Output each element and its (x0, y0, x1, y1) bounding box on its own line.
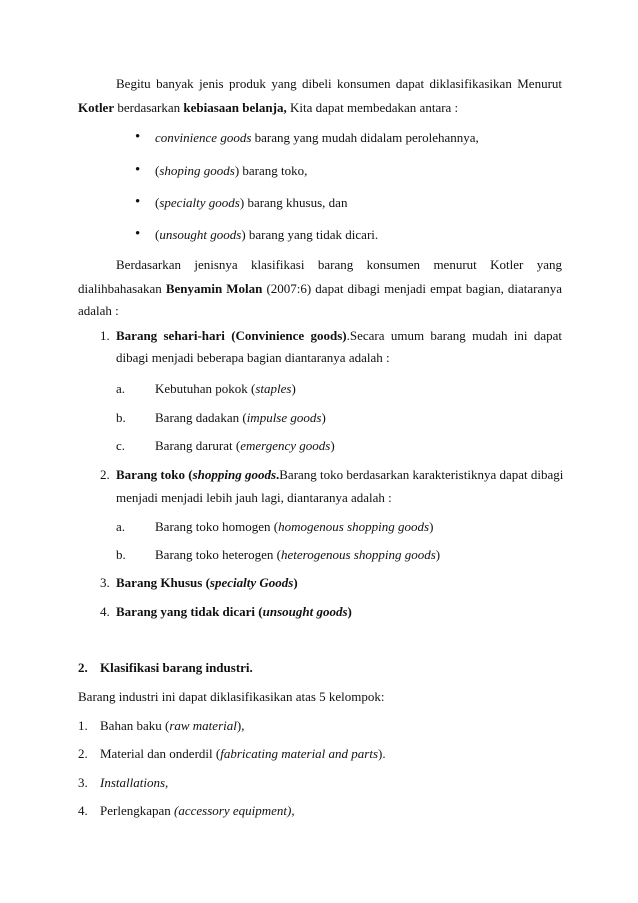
paragraph2-line2: dialihbahasakan Benyamin Molan (2007:6) dapat dibagi menjadi empat bagian, diataranya (78, 281, 563, 296)
sub-item: Kebutuhan pokok (staples) (155, 381, 296, 396)
list-number: 2. (100, 467, 110, 482)
list-number: 3. (100, 575, 110, 590)
list-item-title: Barang sehari-hari (Convinience goods).Secara umum barang mudah ini dapat (116, 328, 562, 343)
sub-item: Barang darurat (emergency goods) (155, 438, 335, 453)
list-item-title: Barang toko (shopping goods.Barang toko berdasarkan karakteristiknya dapat dibagi (116, 467, 564, 482)
bullet-item: (shoping goods) barang toko, (155, 163, 308, 178)
paragraph2-line3: adalah : (78, 303, 119, 318)
sub-letter: c. (116, 438, 126, 453)
list-number: 4. (100, 604, 110, 619)
bullet-dot: • (135, 129, 141, 145)
paragraph1-line1: Begitu banyak jenis produk yang dibeli konsumen dapat diklasifikasikan Menurut (116, 76, 563, 91)
list-number: 2. (78, 746, 88, 761)
sub-letter: b. (116, 547, 126, 562)
sub-item: Barang toko heterogen (heterogenous shopping goods) (155, 547, 441, 562)
bullet-dot: • (135, 226, 141, 242)
sub-letter: b. (116, 410, 126, 425)
list-item: Material dan onderdil (fabricating material and parts). (100, 746, 386, 761)
list-number: 1. (100, 328, 110, 343)
list-item: Bahan baku (raw material), (100, 718, 245, 733)
bullet-item: (unsought goods) barang yang tidak dicari. (155, 227, 379, 242)
sub-item: Barang toko homogen (homogenous shopping goods) (155, 519, 434, 534)
sub-letter: a. (116, 381, 126, 396)
list-item-continuation: dibagi menjadi beberapa bagian diantaranya adalah : (116, 350, 390, 365)
sub-item: Barang dadakan (impulse goods) (155, 410, 326, 425)
paragraph2-line1: Berdasarkan jenisnya klasifikasi barang konsumen menurut Kotler yang (116, 257, 563, 272)
list-item-title: Barang Khusus (specialty Goods) (116, 575, 298, 590)
section-title: Klasifikasi barang industri. (100, 660, 253, 675)
list-item-continuation: menjadi menjadi lebih jauh lagi, diantaranya adalah : (116, 490, 392, 505)
list-item: Perlengkapan (accessory equipment), (100, 803, 295, 818)
bullet-dot: • (135, 162, 141, 178)
bullet-item: convinience goods barang yang mudah didalam perolehannya, (155, 130, 479, 145)
bullet-item: (specialty goods) barang khusus, dan (155, 195, 348, 210)
list-number: 4. (78, 803, 88, 818)
list-number: 1. (78, 718, 88, 733)
section-number: 2. (78, 660, 88, 675)
bullet-dot: • (135, 194, 141, 210)
list-item-title: Barang yang tidak dicari (unsought goods) (116, 604, 352, 619)
sub-letter: a. (116, 519, 126, 534)
list-item: Installations, (100, 775, 169, 790)
paragraph1-line2: Kotler berdasarkan kebiasaan belanja, Kita dapat membedakan antara : (78, 100, 459, 115)
section-intro: Barang industri ini dapat diklasifikasikan atas 5 kelompok: (78, 689, 385, 704)
list-number: 3. (78, 775, 88, 790)
